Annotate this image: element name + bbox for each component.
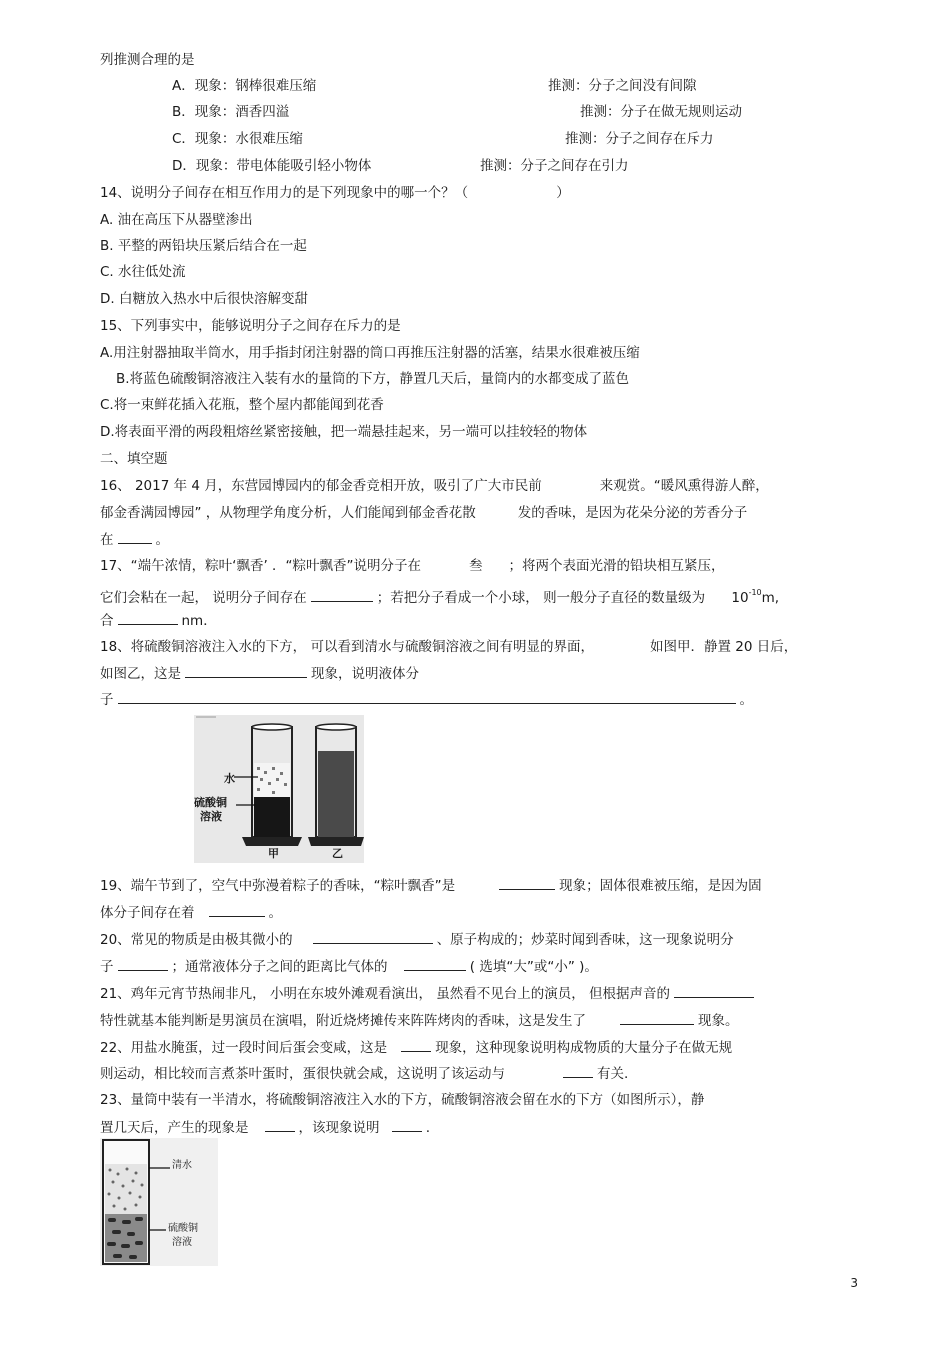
q20-blank-1[interactable]	[313, 930, 433, 944]
q19-line2: 体分子间存在着 。	[100, 905, 282, 921]
q13-option-c: C．现象：水很难压缩	[172, 131, 303, 147]
q13-option-d: D．现象：带电体能吸引轻小物体	[172, 158, 372, 174]
q17-blank-2[interactable]	[311, 588, 373, 602]
q15-option-b: B.将蓝色硫酸铜溶液注入装有水的量筒的下方，静置几天后，量筒内的水都变成了蓝色	[116, 371, 630, 387]
q21-line1: 21、鸡年元宵节热闹非凡， 小明在东坡外滩观看演出， 虽然看不见台上的演员， 但根据声音的	[100, 984, 758, 1003]
q18-figure	[194, 715, 364, 863]
label-solution-2: 溶液	[172, 1237, 192, 1248]
page-number: 3	[850, 1276, 858, 1290]
label-solution: 溶液	[200, 810, 222, 823]
section-heading: 二、填空题	[100, 451, 168, 467]
q22-line1: 22、用盐水腌蛋，过一段时间后蛋会变咸，这是 现象，这种现象说明构成物质的大量分子在做无规	[100, 1040, 733, 1056]
q20-blank-2[interactable]	[118, 957, 168, 971]
q22-blank-1[interactable]	[401, 1038, 431, 1052]
q15-option-d: D.将表面平滑的两段粗熔丝紧密接触，把一端悬挂起来，另一端可以挂较轻的物体	[100, 424, 588, 440]
q13-option-b: B．现象：酒香四溢	[172, 104, 290, 120]
graduated-cylinder-diagram	[100, 1138, 218, 1266]
q13-option-b-inference: 推测：分子在做无规则运动	[580, 104, 742, 120]
q17-line2: 它们会粘在一起， 说明分子间存在 ；若把分子看成一个小球， 则一般分子直径的数量级为 $10^{-10}m$,	[100, 588, 780, 606]
q16-answer-blank[interactable]	[118, 530, 152, 544]
q22-line2: 则运动，相比较而言煮茶叶蛋时，蛋很快就会咸，这说明了该运动与 有关.	[100, 1066, 629, 1082]
q20-line1: 20、常见的物质是由极其微小的 、原子构成的；炒菜时闻到香味，这一现象说明分	[100, 932, 734, 948]
q18-blank-2[interactable]	[118, 690, 736, 704]
q17-line3: 合 nm．	[100, 613, 217, 629]
label-jia: 甲	[268, 847, 279, 860]
q17-line1: 17、“端午浓情，粽叶‘飘香’ ．“粽叶飘香”说明分子在 叁 ；将两个表面光滑的铅块相互紧压，	[100, 558, 725, 574]
label-copper-sulfate: 硫酸铜	[194, 796, 227, 809]
cylinder-diagram	[194, 715, 364, 863]
q23-blank-2[interactable]	[392, 1118, 422, 1132]
q15-stem: 15、下列事实中，能够说明分子之间存在斥力的是	[100, 318, 401, 334]
q19-line1: 19、端午节到了，空气中弥漫着粽子的香味，“粽叶飘香”是 现象；固体很难被压缩，是因为固	[100, 878, 762, 894]
q15-option-a: A.用注射器抽取半筒水，用手指封闭注射器的筒口再推压注射器的活塞，结果水很难被压缩	[100, 345, 640, 361]
q19-blank-1[interactable]	[499, 876, 555, 890]
label-clear-water: 清水	[172, 1160, 192, 1171]
q18-line2: 如图乙，这是 现象，说明液体分	[100, 666, 419, 682]
q16-line3: 在 。	[100, 532, 169, 548]
q14-option-a: A. 油在高压下从器壁渗出	[100, 212, 253, 228]
q17-blank-3[interactable]	[118, 611, 178, 625]
q14-option-c: C. 水往低处流	[100, 264, 186, 280]
label-yi: 乙	[332, 847, 343, 860]
q20-blank-3[interactable]	[404, 957, 466, 971]
q18-line1: 18、将硫酸铜溶液注入水的下方， 可以看到清水与硫酸铜溶液之间有明显的界面， 如图甲．静置 20 日后，	[100, 639, 798, 655]
q14-option-d: D. 白糖放入热水中后很快溶解变甜	[100, 291, 308, 307]
q13-option-a: A．现象：钢棒很难压缩	[172, 78, 317, 94]
q16-line2: 郁金香满园博园” ，从物理学角度分析，人们能闻到郁金香花散 发的香味，是因为花朵分泌的芳香分子	[100, 505, 748, 521]
q16-line1: 16、 2017 年 4 月，东营园博园内的郁金香竞相开放，吸引了广大市民前 来观赏。“暖风熏得游人醉，	[100, 478, 769, 494]
label-water: 水	[224, 772, 235, 785]
q23-blank-1[interactable]	[265, 1118, 295, 1132]
label-copper-sulfate-2: 硫酸铜	[168, 1223, 198, 1234]
q23-line2: 置几天后，产生的现象是 ，该现象说明 .	[100, 1120, 431, 1136]
q14-stem: 14、说明分子间存在相互作用力的是下列现象中的哪一个？（ ）	[100, 185, 570, 201]
q20-line2: 子 ；通常液体分子之间的距离比气体的 ( 选填“大”或“小” )。	[100, 959, 598, 975]
q21-blank-2[interactable]	[620, 1011, 694, 1025]
q23-line1: 23、量筒中装有一半清水，将硫酸铜溶液注入水的下方，硫酸铜溶液会留在水的下方（如图所示），静	[100, 1092, 705, 1108]
q21-line2: 特性就基本能判断是男演员在演唱，附近烧烤摊传来阵阵烤肉的香味，这是发生了 现象。	[100, 1013, 739, 1029]
q13-option-d-inference: 推测：分子之间存在引力	[480, 158, 629, 174]
q14-option-b: B. 平整的两铅块压紧后结合在一起	[100, 238, 307, 254]
q18-blank-1[interactable]	[185, 664, 307, 678]
q22-blank-2[interactable]	[563, 1064, 593, 1078]
q13-stem-tail: 列推测合理的是	[100, 52, 195, 68]
q18-line3: 子 。	[100, 692, 753, 708]
q15-option-c: C.将一束鲜花插入花瓶，整个屋内都能闻到花香	[100, 397, 384, 413]
q21-blank-1[interactable]	[674, 984, 754, 998]
q13-option-a-inference: 推测：分子之间没有间隙	[548, 78, 697, 94]
q23-figure	[100, 1138, 218, 1266]
q19-blank-2[interactable]	[209, 903, 265, 917]
q13-option-c-inference: 推测：分子之间存在斥力	[565, 131, 714, 147]
